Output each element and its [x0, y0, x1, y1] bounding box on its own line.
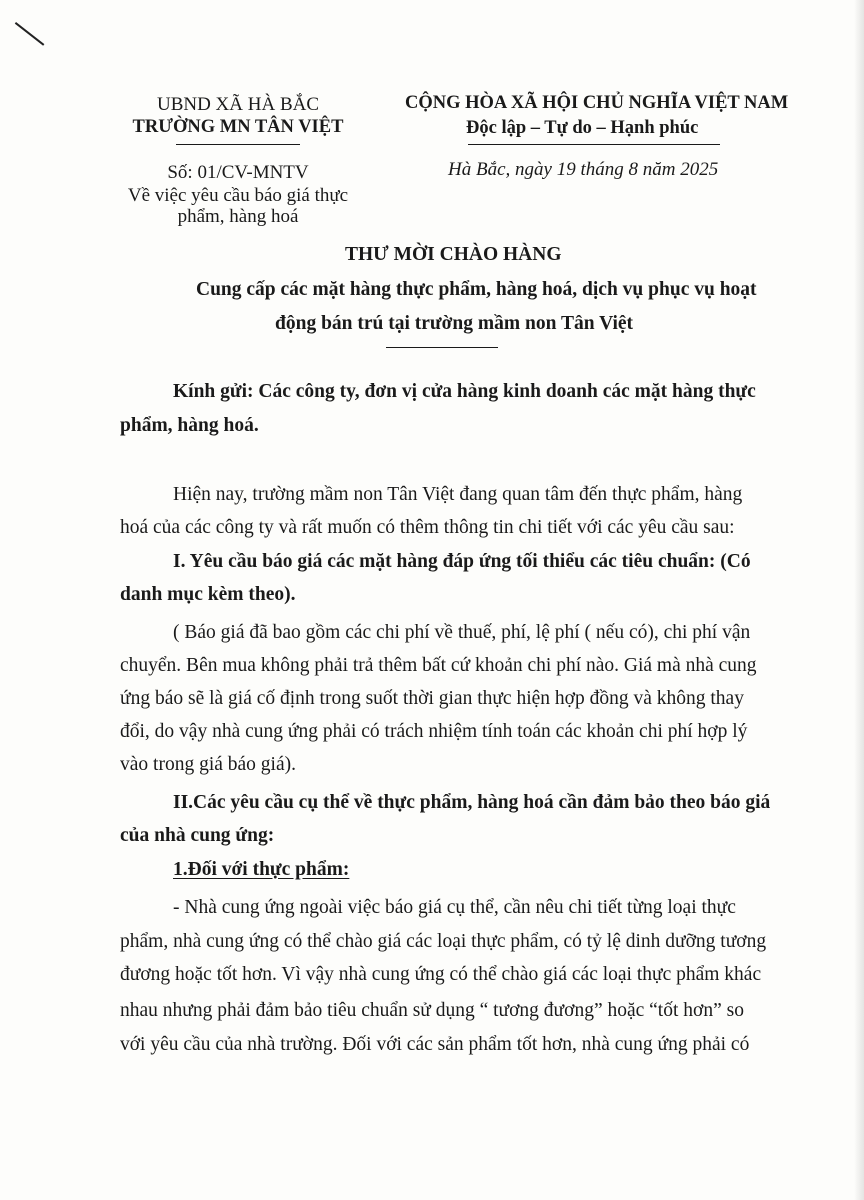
doc-number: Số: 01/CV-MNTV: [167, 162, 309, 183]
pen-mark: [15, 22, 45, 46]
note-line5: vào trong giá báo giá).: [120, 754, 296, 775]
org-line2: TRƯỜNG MN TÂN VIỆT: [132, 117, 344, 137]
note-line1: ( Báo giá đã bao gồm các chi phí về thuế, phí, lệ phí ( nếu có), chi phí vận: [173, 622, 751, 643]
doc-subtitle-line1: Cung cấp các mặt hàng thực phẩm, hàng hoá, dịch vụ phục vụ hoạt: [196, 279, 757, 300]
recipient-line1: Kính gửi: Các công ty, đơn vị cửa hàng kinh doanh các mặt hàng thực: [173, 381, 756, 402]
subsection1-heading: 1.Đối với thực phẩm:: [173, 859, 350, 880]
subject-line1: Về việc yêu cầu báo giá thực: [127, 185, 349, 206]
note-line3: ứng báo sẽ là giá cố định trong suốt thời gian thực hiện hợp đồng và không thay: [120, 688, 744, 709]
country-line2: Độc lập – Tự do – Hạnh phúc: [466, 118, 699, 138]
scan-edge: [854, 0, 864, 1200]
title-divider: [386, 347, 498, 348]
date-line: Hà Bắc, ngày 19 tháng 8 năm 2025: [448, 159, 719, 180]
food-line5: với yêu cầu của nhà trường. Đối với các sản phẩm tốt hơn, nhà cung ứng phải có: [120, 1034, 750, 1055]
section2-heading-line2: của nhà cung ứng:: [120, 825, 275, 846]
recipient-line2: phẩm, hàng hoá.: [120, 415, 259, 436]
food-line1: - Nhà cung ứng ngoài việc báo giá cụ thể, cần nêu chi tiết từng loại thực: [173, 897, 736, 918]
note-line4: đổi, do vậy nhà cung ứng phải có trách nhiệm tính toán các khoản chi phí hợp lý: [120, 721, 748, 742]
section1-heading-line2: danh mục kèm theo).: [120, 584, 296, 605]
motto-underline: [468, 144, 720, 145]
doc-subtitle-line2: động bán trú tại trường mầm non Tân Việt: [275, 313, 634, 334]
intro-line2: hoá của các công ty và rất muốn có thêm thông tin chi tiết với các yêu cầu sau:: [120, 517, 735, 538]
food-line4: nhau nhưng phải đảm bảo tiêu chuẩn sử dụng “ tương đương” hoặc “tốt hơn” so: [120, 1000, 744, 1021]
doc-title: THƯ MỜI CHÀO HÀNG: [345, 244, 562, 265]
section1-heading-line1: I. Yêu cầu báo giá các mặt hàng đáp ứng tối thiểu các tiêu chuẩn: (Có: [173, 551, 751, 572]
intro-line1: Hiện nay, trường mầm non Tân Việt đang quan tâm đến thực phẩm, hàng: [173, 484, 743, 505]
note-line2: chuyển. Bên mua không phải trả thêm bất cứ khoản chi phí nào. Giá mà nhà cung: [120, 655, 757, 676]
section2-heading-line1: II.Các yêu cầu cụ thể về thực phẩm, hàng hoá cần đảm bảo theo báo giá: [173, 792, 771, 813]
subject-line2: phẩm, hàng hoá: [177, 206, 299, 227]
country-line1: CỘNG HÒA XÃ HỘI CHỦ NGHĨA VIỆT NAM: [405, 93, 789, 113]
food-line2: phẩm, nhà cung ứng có thể chào giá các loại thực phẩm, có tỷ lệ dinh dưỡng tương: [120, 931, 767, 952]
org-underline: [176, 144, 300, 145]
food-line3: đương hoặc tốt hơn. Vì vậy nhà cung ứng có thể chào giá các loại thực phẩm khác: [120, 964, 762, 985]
org-line1: UBND XÃ HÀ BẮC: [156, 94, 320, 115]
